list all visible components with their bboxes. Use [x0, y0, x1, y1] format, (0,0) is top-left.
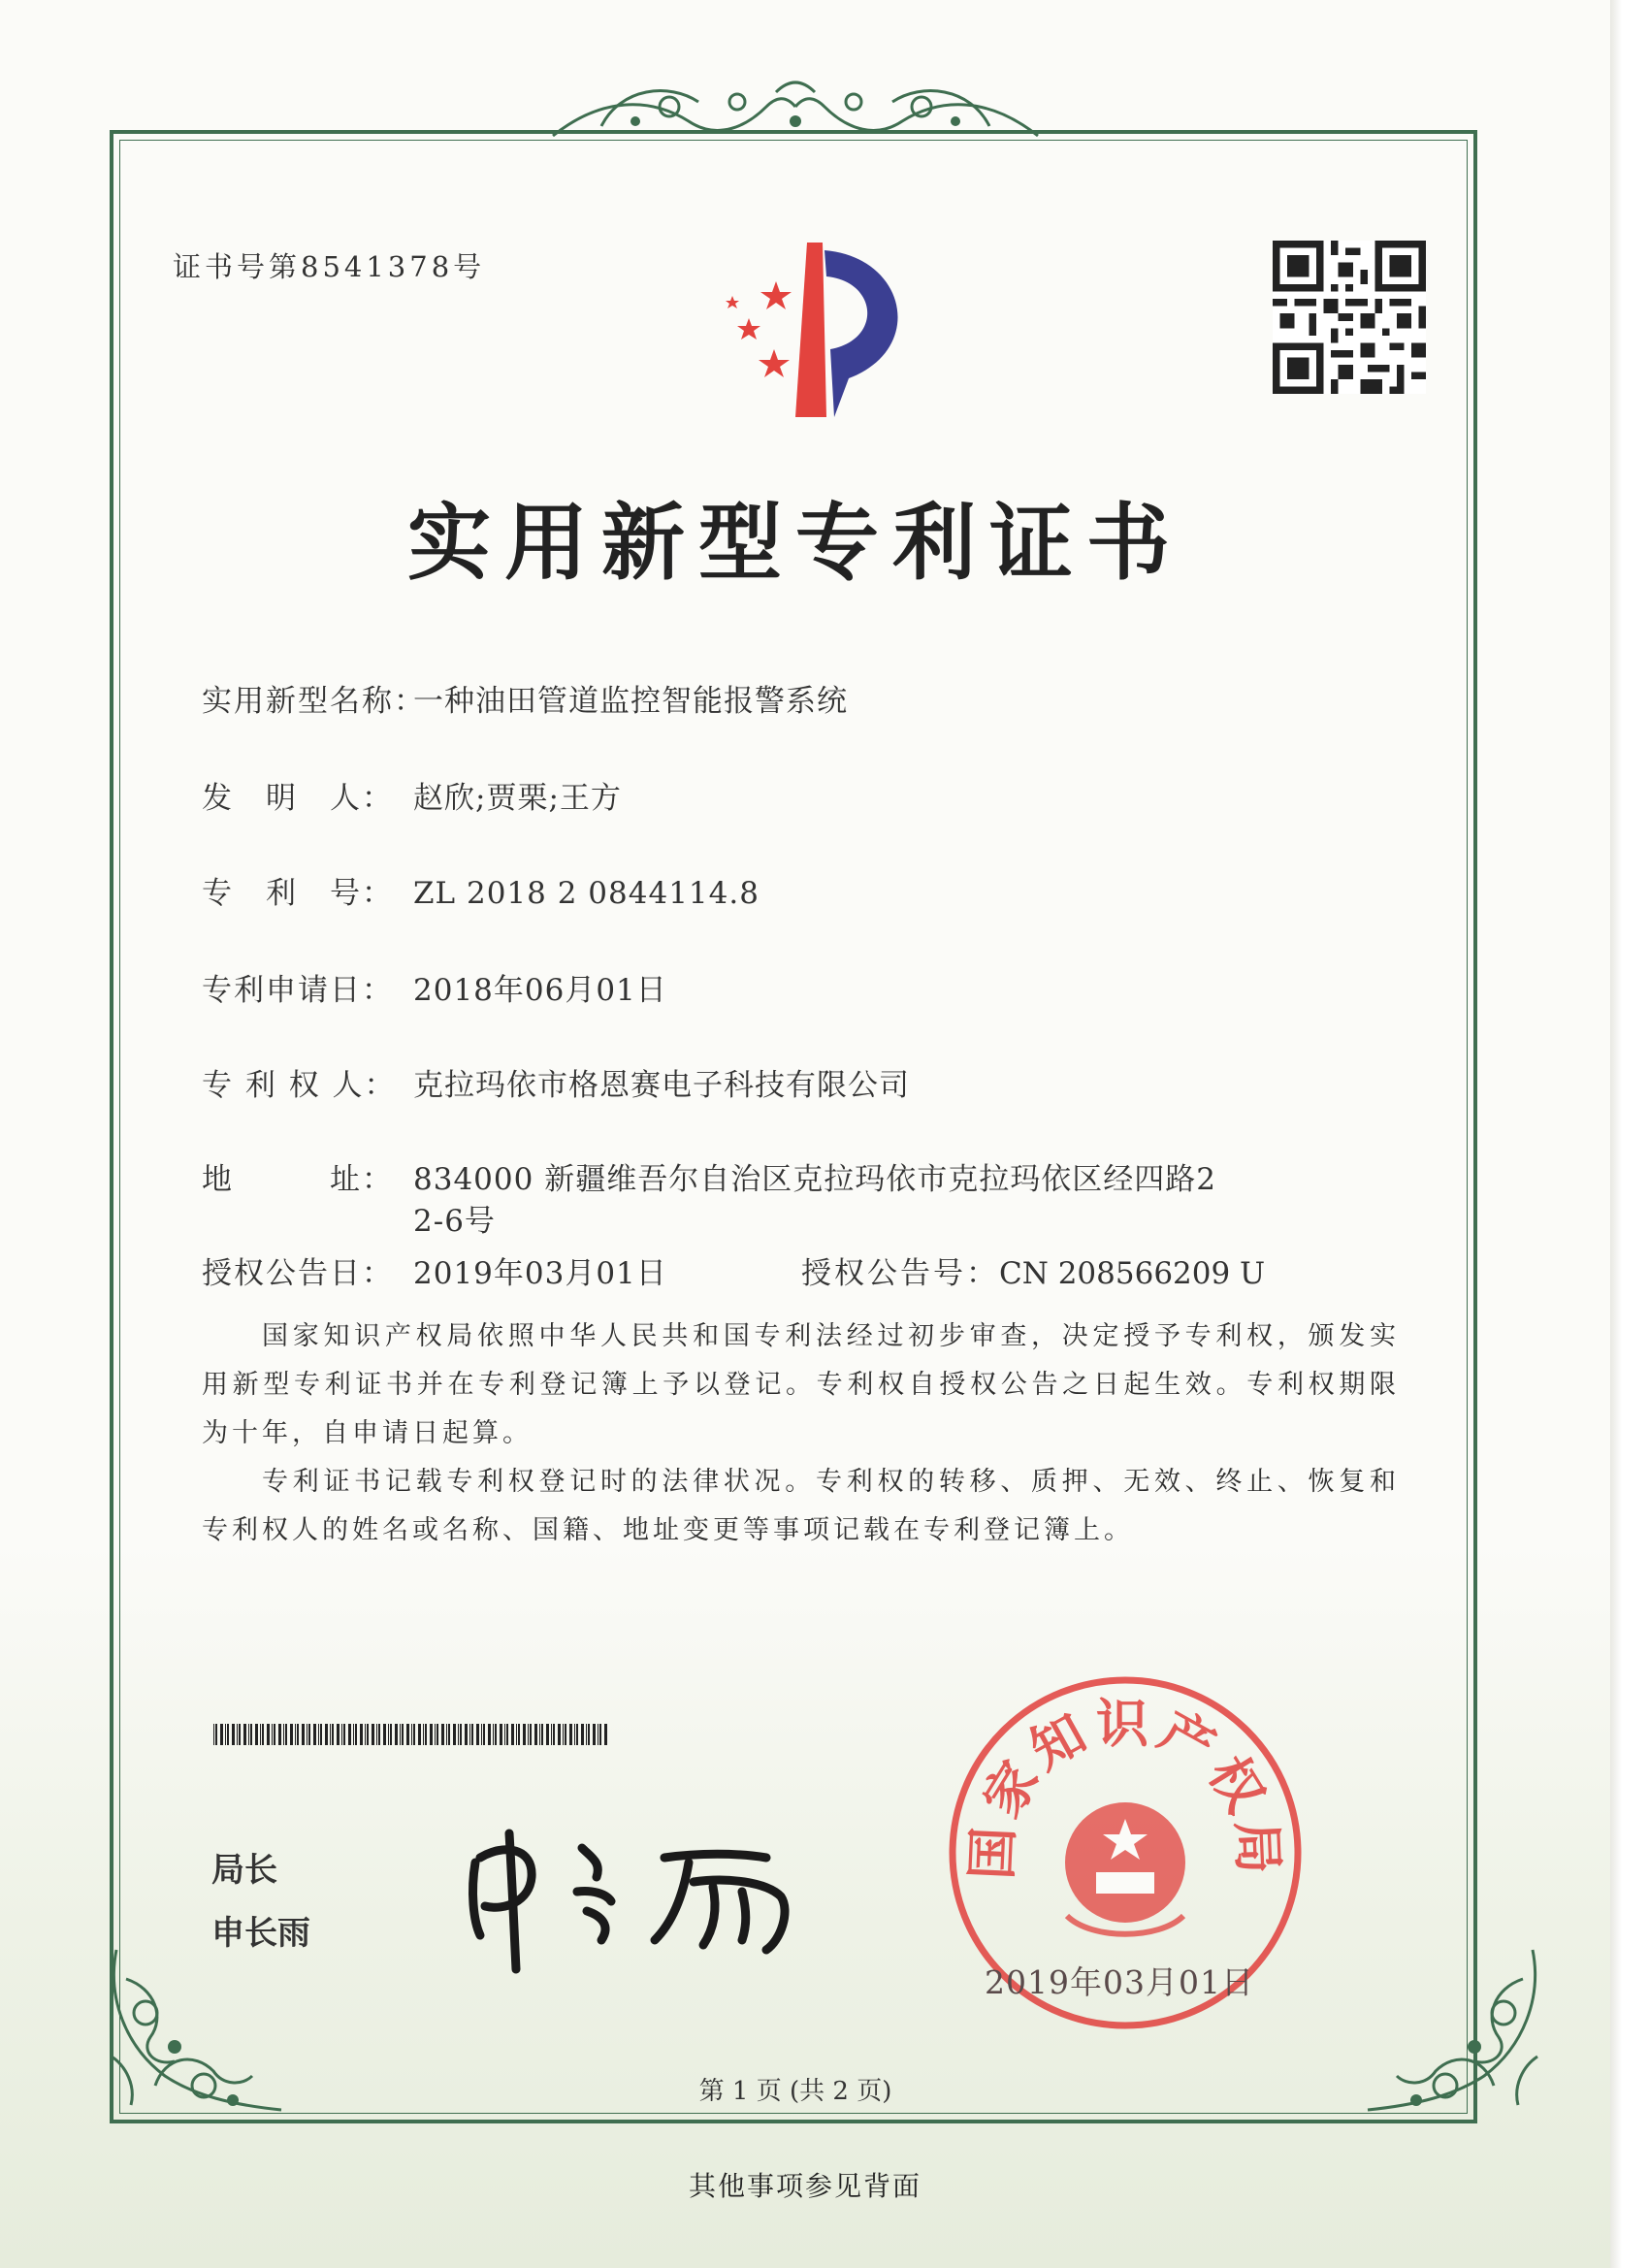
field-inventor — [202, 773, 622, 817]
field-filing-date — [202, 965, 667, 1009]
field-label: 地 址： — [202, 1162, 394, 1197]
director-title: 局长 — [211, 1851, 277, 1890]
seal-text: 国家知识产权局 — [960, 1693, 1290, 1881]
field-grant-date — [202, 1248, 667, 1292]
field-label: 授权公告日： — [202, 1256, 394, 1291]
field-value: ZL 2018 2 0844114.8 — [413, 876, 760, 911]
field-utility-model-name — [202, 676, 848, 720]
back-note: 其他事项参见背面 — [688, 2170, 922, 2202]
field-address — [202, 1154, 1216, 1198]
director-signature — [456, 1804, 824, 1979]
certificate-number: 证书号第8541378号 — [173, 250, 486, 283]
field-patentee — [202, 1060, 910, 1104]
page-indicator: 第 1 页 (共 2 页) — [698, 2077, 892, 2106]
field-label: 授权公告号： — [801, 1256, 999, 1291]
field-patent-number — [202, 868, 760, 912]
certificate-title: 实用新型专利证书 — [407, 494, 1183, 592]
qr-code-icon — [1273, 241, 1426, 394]
field-value: 克拉玛依市格恩赛电子科技有限公司 — [413, 1068, 910, 1103]
cnipa-emblem-icon — [679, 233, 941, 427]
paper-edge — [1610, 0, 1649, 2268]
barcode-icon — [213, 1724, 611, 1745]
field-value: 2018年06月01日 — [413, 973, 667, 1008]
field-value: 一种油田管道监控智能报警系统 — [413, 684, 848, 719]
seal-date: 2019年03月01日 — [985, 1963, 1254, 2001]
field-value: CN 208566209 U — [999, 1256, 1266, 1291]
field-value: 834000 新疆维吾尔自治区克拉玛依市克拉玛依区经四路2 — [413, 1162, 1216, 1197]
field-label: 发 明 人： — [202, 781, 394, 816]
field-value: 2019年03月01日 — [413, 1256, 667, 1291]
field-address-line2: 2-6号 — [413, 1204, 496, 1239]
field-label: 专 利 权 人： — [202, 1068, 397, 1103]
top-ornament-icon — [543, 68, 1048, 155]
field-label: 专 利 号： — [202, 876, 394, 911]
field-value: 赵欣;贾栗;王方 — [413, 781, 622, 816]
field-label: 专利申请日： — [202, 973, 394, 1008]
legal-paragraph: 专利证书记载专利权登记时的法律状况。专利权的转移、质押、无效、终止、恢复和专利权人的姓名或名称、国籍、地址变更等事项记载在专利登记簿上。 — [202, 1467, 1400, 1545]
field-label: 实用新型名称： — [202, 684, 426, 719]
field-grant-publication-number — [801, 1248, 1265, 1292]
director-name: 申长雨 — [211, 1914, 310, 1953]
legal-paragraph: 国家知识产权局依照中华人民共和国专利法经过初步审查，决定授予专利权，颁发实用新型专利证书并在专利登记簿上予以登记。专利权自授权公告之日起生效。专利权期限为十年，自申请日起算。 — [202, 1321, 1400, 1448]
